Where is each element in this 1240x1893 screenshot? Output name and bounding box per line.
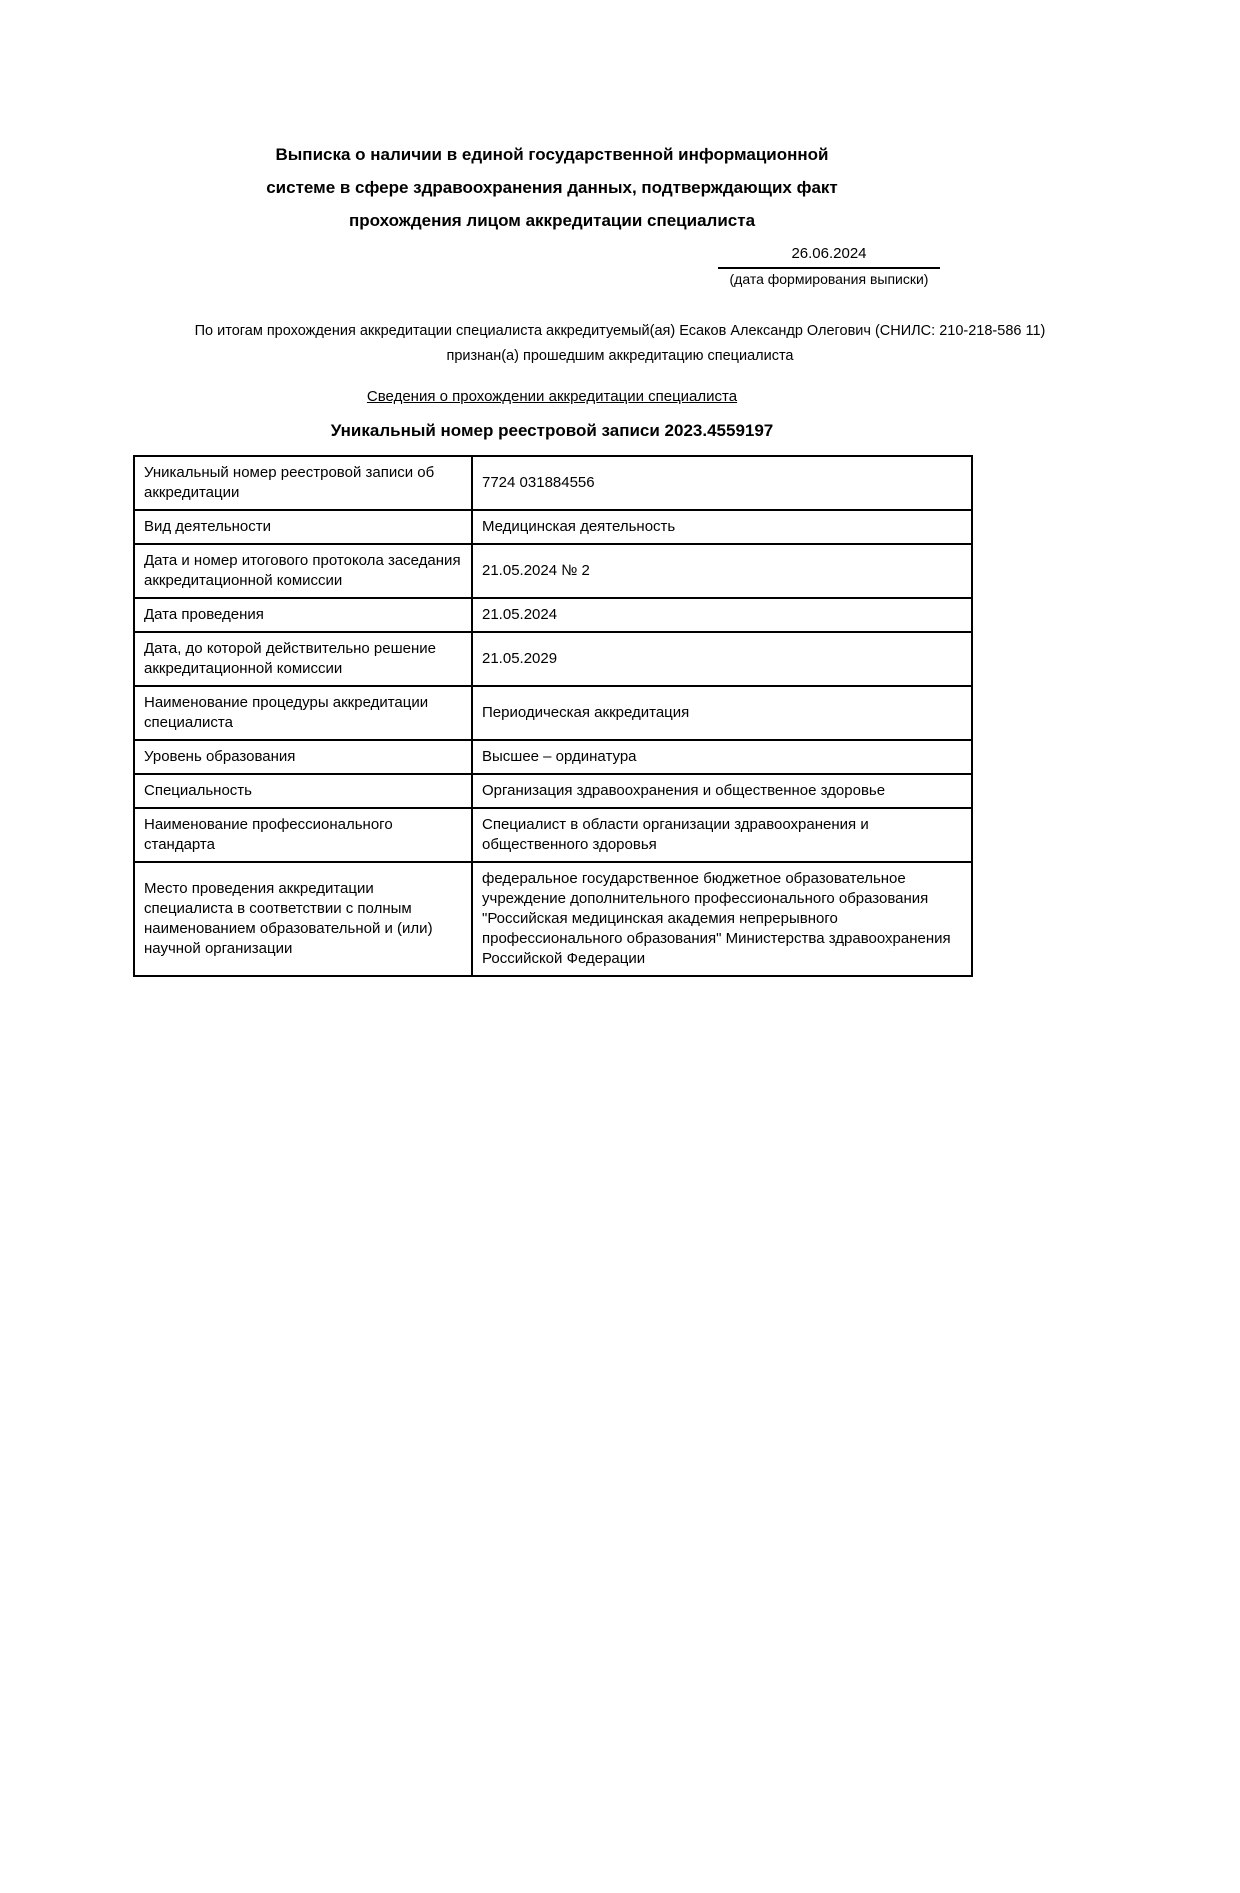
formation-date: 26.06.2024 xyxy=(718,244,940,269)
row-value: 7724 031884556 xyxy=(472,456,972,510)
row-label: Наименование процедуры аккредитации специалиста xyxy=(134,686,472,740)
row-label: Наименование профессионального стандарта xyxy=(134,808,472,862)
row-value: Организация здравоохранения и общественное здоровье xyxy=(472,774,972,808)
table-row xyxy=(134,686,972,740)
accreditation-section xyxy=(133,387,971,977)
intro-line-2: признан(а) прошедшим аккредитацию специалиста xyxy=(446,348,794,364)
row-value: Медицинская деятельность xyxy=(472,510,972,544)
row-label: Место проведения аккредитации специалиста в соответствии с полным наименованием образовательной и (или) научной организации xyxy=(134,862,472,976)
intro-line-1: По итогам прохождения аккредитации специалиста аккредитуемый(ая) Есаков Александр Олегович (СНИЛС: 210-218-586 11) xyxy=(194,323,1046,339)
page-title xyxy=(133,138,971,237)
table-row xyxy=(134,456,972,510)
row-label: Дата, до которой действительно решение аккредитационной комиссии xyxy=(134,632,472,686)
row-value: 21.05.2024 № 2 xyxy=(472,544,972,598)
intro-paragraph xyxy=(20,319,1220,369)
table-row xyxy=(134,544,972,598)
row-value: Периодическая аккредитация xyxy=(472,686,972,740)
table-row xyxy=(134,862,972,976)
page-title-line-2: системе в сфере здравоохранения данных, подтверждающих факт xyxy=(266,178,838,197)
table-row xyxy=(134,740,972,774)
section-heading: Сведения о прохождении аккредитации специалиста xyxy=(366,388,738,405)
row-value: 21.05.2024 xyxy=(472,598,972,632)
row-label: Уникальный номер реестровой записи об аккредитации xyxy=(134,456,472,510)
table-row xyxy=(134,808,972,862)
row-value: Высшее – ординатура xyxy=(472,740,972,774)
document-page xyxy=(0,138,1240,1893)
accreditation-table xyxy=(133,455,973,977)
row-value: федеральное государственное бюджетное образовательное учреждение дополнительного профессионального образования "Российская медицинская академия непрерывного профессионального образования" Министерства здравоохранения Российской Федерации xyxy=(472,862,972,976)
formation-date-block xyxy=(718,244,940,289)
page-title-line-3: прохождения лицом аккредитации специалиста xyxy=(348,211,756,230)
row-value: Специалист в области организации здравоохранения и общественного здоровья xyxy=(472,808,972,862)
formation-date-caption: (дата формирования выписки) xyxy=(729,271,929,287)
table-row xyxy=(134,774,972,808)
page-title-line-1: Выписка о наличии в единой государственной информационной xyxy=(275,145,829,164)
registry-number-heading: Уникальный номер реестровой записи 2023.4559197 xyxy=(330,421,774,440)
table-row xyxy=(134,632,972,686)
row-label: Специальность xyxy=(134,774,472,808)
row-label: Дата проведения xyxy=(134,598,472,632)
table-row xyxy=(134,598,972,632)
row-label: Уровень образования xyxy=(134,740,472,774)
table-row xyxy=(134,510,972,544)
row-label: Дата и номер итогового протокола заседания аккредитационной комиссии xyxy=(134,544,472,598)
title-block xyxy=(133,138,971,237)
row-label: Вид деятельности xyxy=(134,510,472,544)
row-value: 21.05.2029 xyxy=(472,632,972,686)
